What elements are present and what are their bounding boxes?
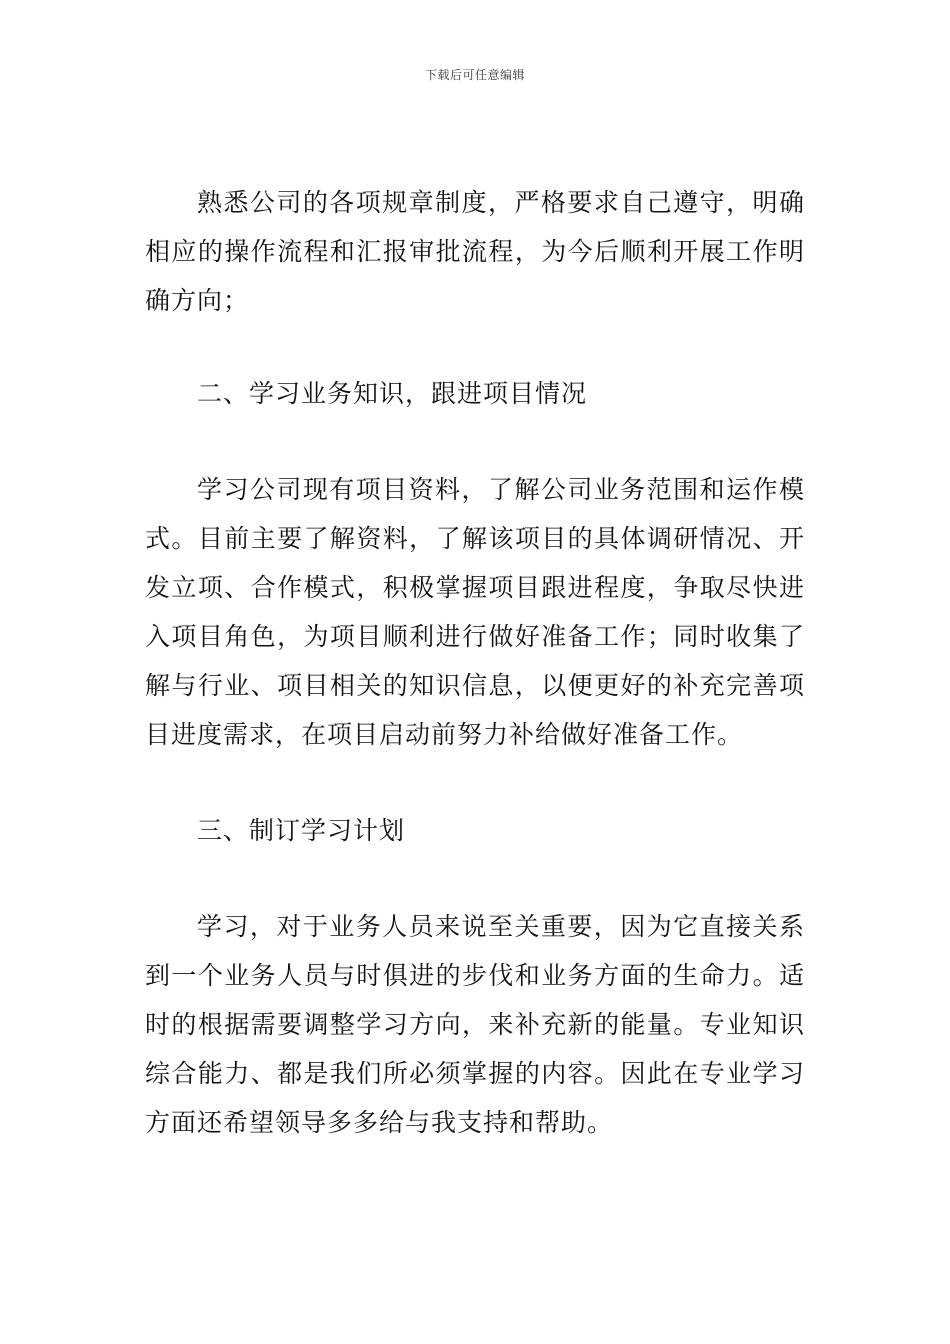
section-heading-business-knowledge: 二、学习业务知识，跟进项目情况 xyxy=(197,379,588,408)
document-body xyxy=(145,178,805,1147)
paragraph-project-study: 学习公司现有项目资料，了解公司业务范围和运作模式。目前主要了解资料，了解该项目的具体调研情况、开发立项、合作模式，积极掌握项目跟进程度，争取尽快进入项目角色，为项目顺利进行做好准备工作；同时收集了解与行业、项目相关的知识信息，以便更好的补充完善项目进度需求，在项目启动前努力补给做好准备工作。 xyxy=(145,475,805,749)
page-header-note: 下载后可任意编辑 xyxy=(424,68,525,82)
paragraph-gap xyxy=(145,418,805,465)
paragraph-learning: 学习，对于业务人员来说至关重要，因为它直接关系到一个业务人员与时俱进的步伐和业务方面的生命力。适时的根据需要调整学习方向，来补充新的能量。专业知识综合能力、都是我们所必须掌握的内容。因此在专业学习方面还希望领导多多给与我支持和帮助。 xyxy=(145,912,805,1137)
section-heading-study-plan: 三、制订学习计划 xyxy=(197,816,406,845)
paragraph-rules: 熟悉公司的各项规章制度，严格要求自己遵守，明确相应的操作流程和汇报审批流程，为今后顺利开展工作明确方向； xyxy=(145,188,805,315)
paragraph-gap xyxy=(145,855,805,902)
paragraph-gap xyxy=(145,325,805,369)
paragraph-gap xyxy=(145,759,805,806)
